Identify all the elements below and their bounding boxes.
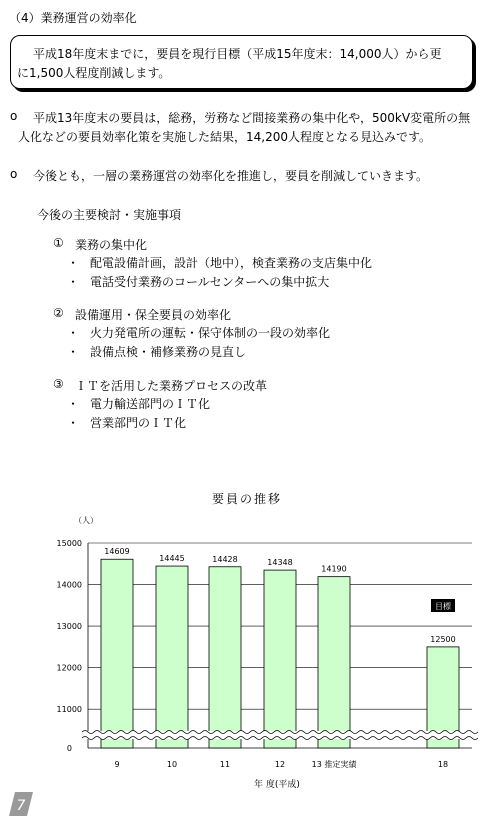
bar-value-label: 14445 <box>159 554 185 564</box>
chart-title: 要員の推移 <box>212 492 283 506</box>
bar-value-label: 14348 <box>267 558 293 568</box>
item-marker: ・ <box>67 275 80 289</box>
group-title: ＩＴを活用した業務プロセスの改革 <box>75 379 268 393</box>
chart-bars <box>82 559 478 748</box>
bar <box>318 577 350 748</box>
y-tick-label: 0 <box>66 744 72 753</box>
x-tick-label: 13 推定実績 <box>311 760 357 769</box>
bar-value-label: 14609 <box>104 547 130 557</box>
group-number: ① <box>53 236 64 250</box>
group-item: 電話受付業務のコールセンターへの集中拡大 <box>90 275 330 289</box>
target-badge-label: 目標 <box>435 602 451 611</box>
y-tick-label: 12000 <box>56 663 82 673</box>
x-tick-label: 18 <box>437 760 449 769</box>
group-item: 電力輸送部門のＩＴ化 <box>90 397 211 411</box>
summary-box <box>10 35 473 89</box>
y-tick-label: 15000 <box>56 539 82 548</box>
group-item: 火力発電所の運転・保守体制の一段の効率化 <box>90 326 331 340</box>
bar <box>209 567 241 748</box>
bar-value-label: 12500 <box>430 634 456 644</box>
summary-line-2: に1,500人程度削減します。 <box>17 66 171 80</box>
group-number: ② <box>53 306 64 320</box>
bar-value-label: 14190 <box>321 564 347 574</box>
page-number-badge <box>8 791 34 817</box>
x-tick-label: 11 <box>219 760 231 769</box>
bar <box>264 570 296 748</box>
y-axis-unit: （人） <box>74 516 98 525</box>
item-marker: ・ <box>67 397 80 411</box>
bullet-1-line-1: 平成13年度末の要員は，総務，労務など間接業務の集中化や，500kV変電所の無 <box>33 111 471 125</box>
x-tick-label: 12 <box>274 760 286 769</box>
bullet-2-line-1: 今後とも，一層の業務運営の効率化を推進し，要員を削減していきます。 <box>33 169 429 183</box>
group-number: ③ <box>53 377 64 391</box>
group-item: 営業部門のＩＴ化 <box>90 416 187 430</box>
section-title: （4）業務運営の効率化 <box>9 11 137 25</box>
group-title: 設備運用・保全要員の効率化 <box>75 308 232 322</box>
page-number: 7 <box>16 798 26 814</box>
bullet-marker: o <box>10 167 18 181</box>
group-item: 設備点検・補修業務の見直し <box>90 345 247 359</box>
bar <box>101 559 133 748</box>
measures-heading: 今後の主要検討・実施事項 <box>37 208 182 222</box>
item-marker: ・ <box>67 326 80 340</box>
y-tick-label: 14000 <box>56 580 82 590</box>
bar-value-label: 14428 <box>212 554 238 564</box>
y-tick-label: 11000 <box>56 705 82 715</box>
bullet-1-line-2: 人化などの要員効率化策を実施した結果，14,200人程度となる見込みです。 <box>18 130 432 144</box>
x-axis-title: 年 度(平成) <box>254 780 300 790</box>
item-marker: ・ <box>67 256 80 270</box>
y-tick-label: 13000 <box>56 622 82 632</box>
item-marker: ・ <box>67 345 80 359</box>
summary-line-1: 平成18年度末までに，要員を現行目標（平成15年度末：14,000人）から更 <box>33 47 442 61</box>
group-title: 業務の集中化 <box>75 238 148 252</box>
group-item: 配電設備計画，設計（地中），検査業務の支店集中化 <box>90 256 373 270</box>
x-tick-label: 9 <box>114 760 120 769</box>
bar <box>156 566 188 748</box>
x-tick-label: 10 <box>166 760 178 769</box>
bullet-marker: o <box>10 109 18 123</box>
staffing-bar-chart <box>0 505 495 805</box>
item-marker: ・ <box>67 416 80 430</box>
